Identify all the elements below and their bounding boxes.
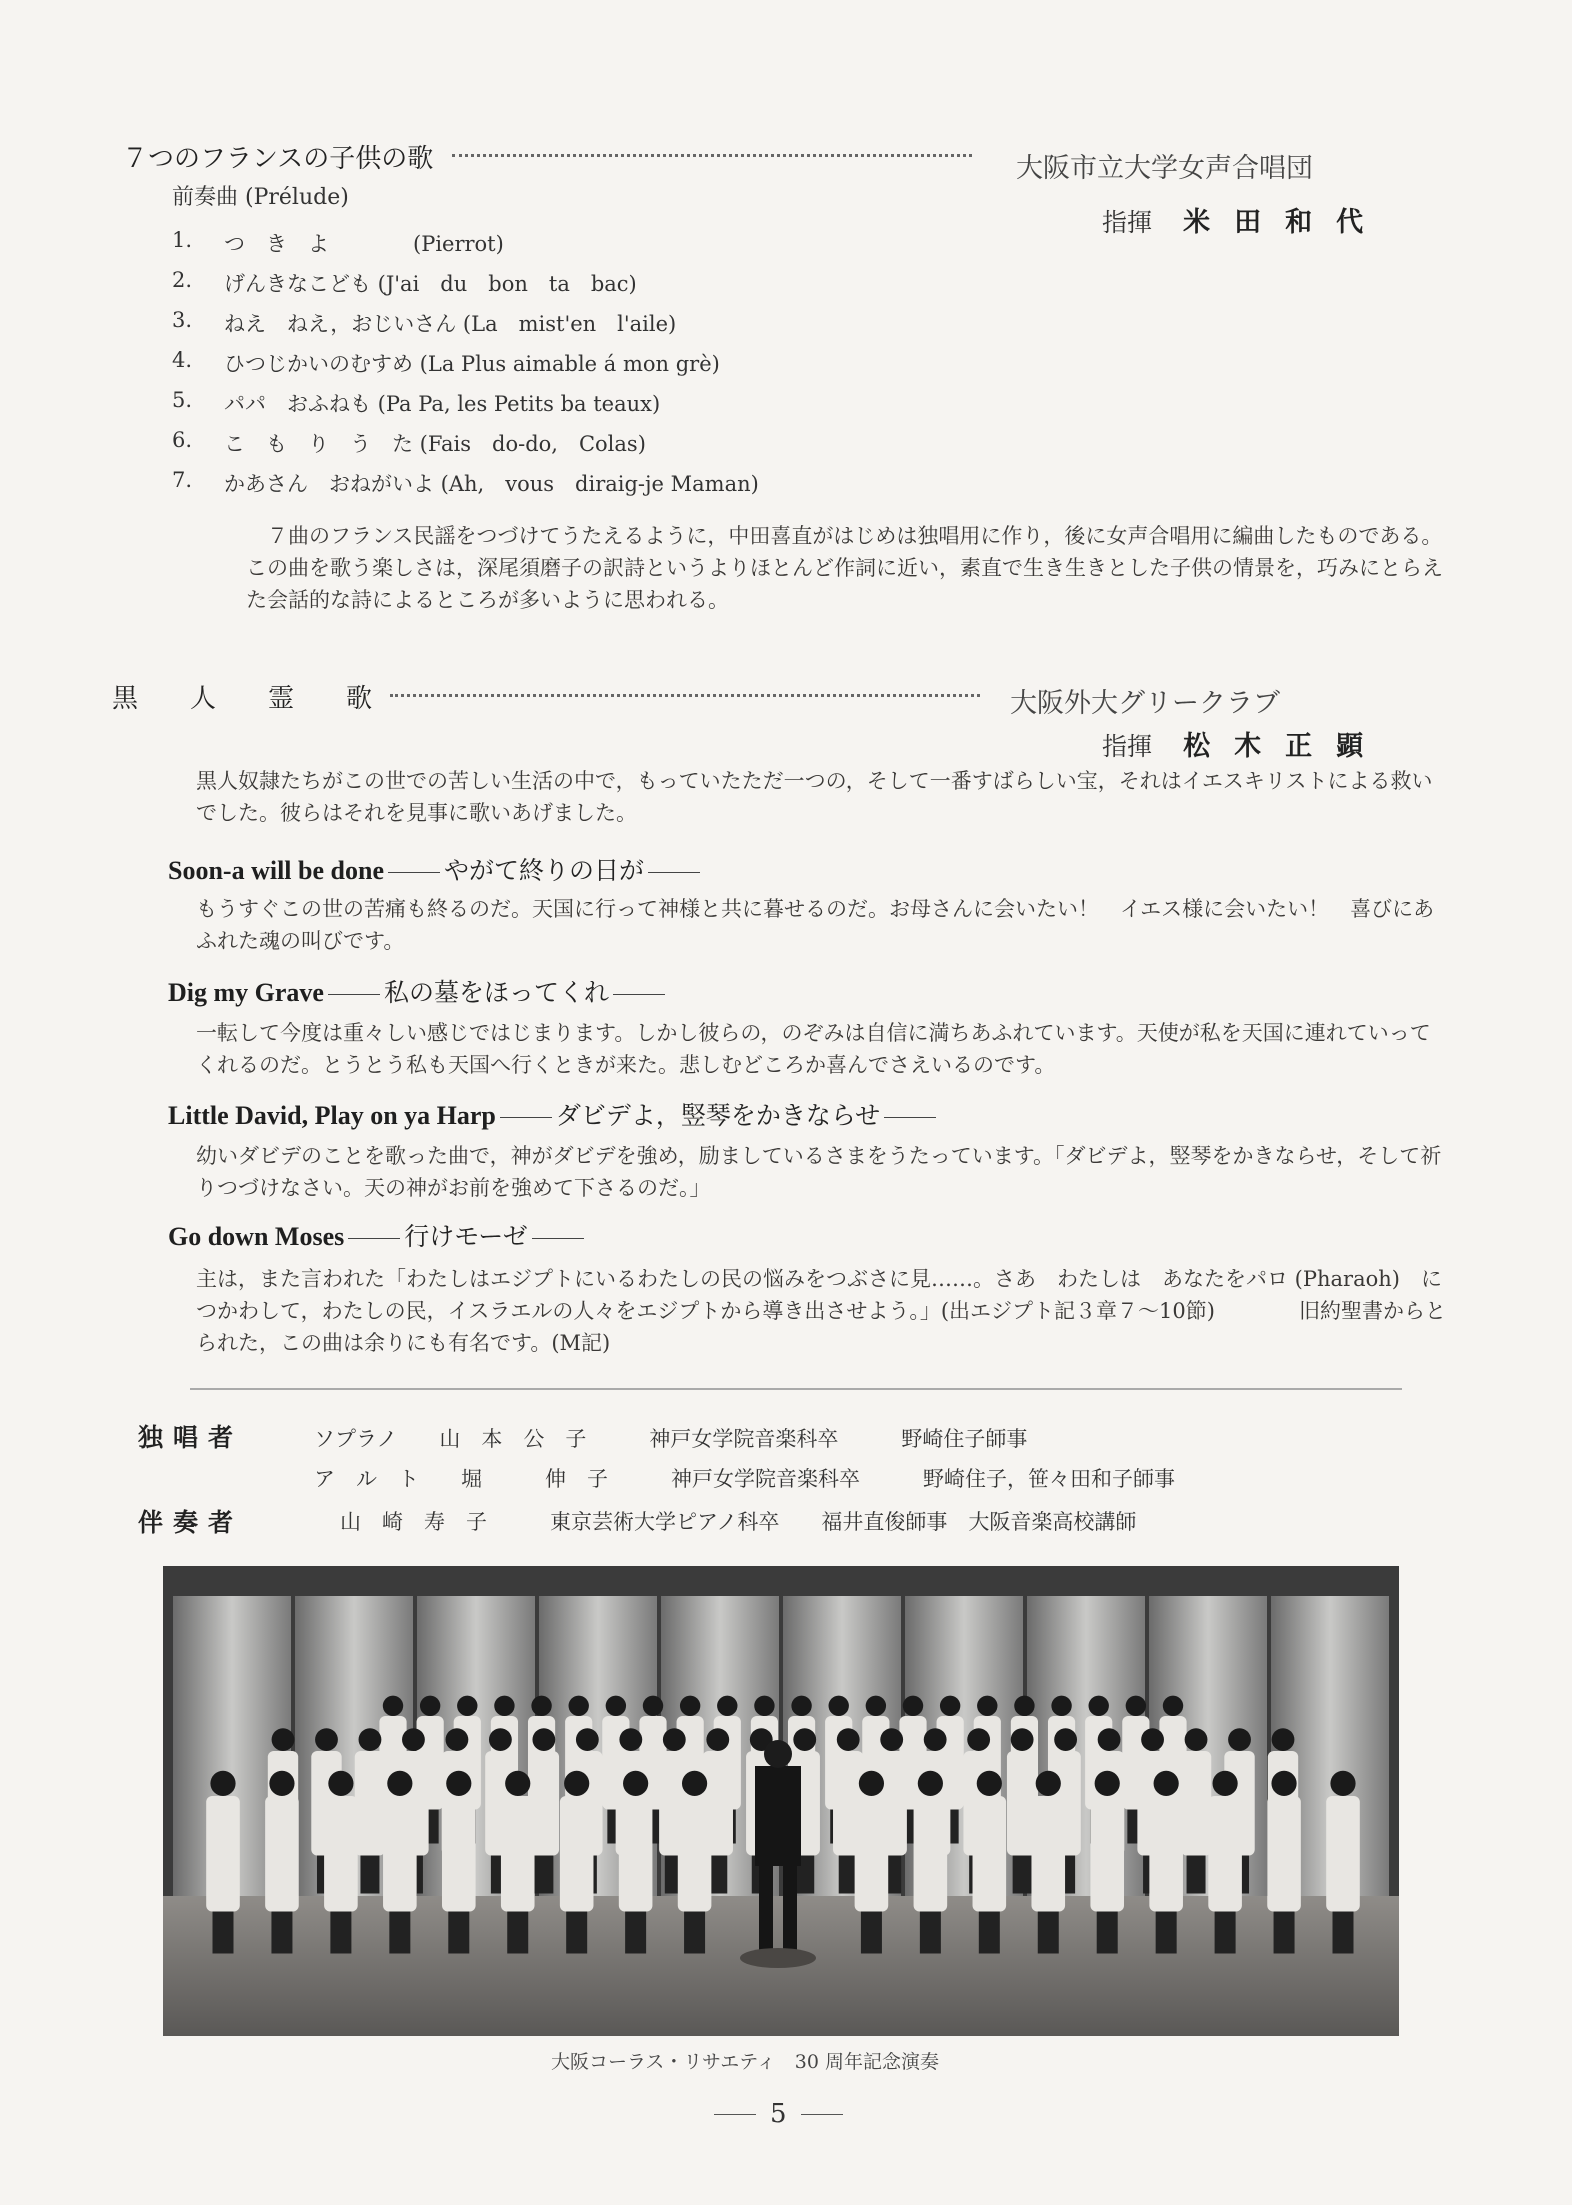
section1-song-list: [172, 228, 759, 508]
list-item: 3. ねえ ねえ，おじいさん (La mist'en l'aile): [172, 308, 677, 336]
section1-description: [246, 520, 1446, 616]
conductor-name: 松木正顕: [1183, 731, 1388, 762]
spiritual-title: Dig my Grave 私の墓をほってくれ: [168, 973, 669, 1009]
divider: [190, 1388, 1402, 1390]
description-paragraph: この曲を歌う楽しさは，深尾須磨子の訳詩というよりほとんど作詞に近い，素直で生き生きとした子供の情景を，巧みにとらえた会話的な詩によるところが多いように思われる。: [246, 556, 1443, 612]
soloist-line: ア ル ト 堀 伸 子 神戸女学院音楽科卒 野崎住子，笹々田和子師事: [314, 1467, 1175, 1491]
spiritual-description: 一転して今度は重々しい感じではじまります。しかし彼らの，のぞみは自信に満ちあふれています。天使が私を天国に連れていってくれるのだ。とうとう私も天国へ行くときが来た。悲しむどころか喜んでさえいるのです。: [196, 1021, 1431, 1077]
conductor-label: 指揮: [1102, 732, 1153, 761]
spiritual-title: Soon-a will be done やがて終りの日が: [168, 851, 704, 887]
section2-title: 黒 人 霊 歌: [112, 684, 373, 714]
list-item: 2. げんきなこども (J'ai du bon ta bac): [172, 268, 637, 296]
section2-performer: 大阪外大グリークラブ: [1010, 688, 1280, 719]
spiritual-description: もうすぐこの世の苦痛も終るのだ。天国に行って神様と共に暮せるのだ。お母さんに会いたい！ イエス様に会いたい！ 喜びにあふれた魂の叫びです。: [196, 897, 1435, 953]
section1-performer: 大阪市立大学女声合唱団: [1016, 153, 1313, 184]
list-item: 7. かあさん おねがいよ (Ah, vous diraig-je Maman): [172, 468, 759, 496]
section1-title-row: [122, 138, 982, 175]
accompanist-label: 伴奏者: [138, 1508, 244, 1537]
list-item: 4. ひつじかいのむすめ (La Plus aimable á mon grè): [172, 348, 720, 376]
leader-dots: [452, 154, 972, 157]
soloists-label: 独唱者: [138, 1423, 244, 1452]
section2-intro: 黒人奴隷たちがこの世での苦しい生活の中で，もっていたただ一つの，そして一番すばらしい宝，それはイエスキリストによる救いでした。彼らはそれを見事に歌いあげました。: [196, 769, 1433, 825]
accompanist-line: 山 崎 寿 子 東京芸術大学ピアノ科卒 福井直俊師事 大阪音楽高校講師: [340, 1510, 1137, 1534]
choir-photo-image: [163, 1566, 1399, 2036]
spiritual-description: 主は，また言われた「わたしはエジプトにいるわたしの民の悩みをつぶさに見……。さあ わたしは あなたをパロ (Pharaoh) につかわして，わたしの民，イスラエルの人々をエジプトから導き出させよう。」(出エジプト記３章７～10節) 旧約聖書からとられた，この曲は余りにも有名です。(M記): [196, 1267, 1446, 1355]
page-number: 5: [770, 2099, 787, 2129]
photo-caption: 大阪コーラス・リサエティ 30 周年記念演奏: [551, 2051, 939, 2073]
section2-conductor: [1102, 724, 1387, 763]
spiritual-description: 幼いダビデのことを歌った曲で，神がダビデを強め，励ましているさまをうたっています。「ダビデよ，竪琴をかきならせ，そして祈りつづけなさい。天の神がお前を強めて下さるのだ。」: [196, 1144, 1442, 1200]
section1-conductor: [1102, 200, 1387, 239]
conductor-label: 指揮: [1102, 208, 1153, 237]
list-item: 6. こ も り う た (Fais do-do, Colas): [172, 428, 646, 456]
spiritual-title: Little David, Play on ya Harp ダビデよ，竪琴をかきならせ: [168, 1096, 940, 1132]
section1-movement: 前奏曲 (Prélude): [172, 185, 349, 210]
choir-photo: [163, 1566, 1399, 2036]
list-item: 1. つ き よ (Pierrot): [172, 228, 504, 256]
list-item: 5. パパ おふねも (Pa Pa, les Petits ba teaux): [172, 388, 661, 416]
spiritual-title: Go down Moses 行けモーゼ: [168, 1217, 588, 1253]
section1-title: ７つのフランスの子供の歌: [122, 144, 434, 174]
section2-title-row: [112, 678, 990, 715]
conductor-name: 米田和代: [1183, 207, 1388, 238]
soloist-line: ソプラノ 山 本 公 子 神戸女学院音楽科卒 野崎住子師事: [314, 1427, 1028, 1451]
leader-dots: [390, 694, 980, 697]
page-number-row: [700, 2099, 857, 2129]
description-paragraph: ７曲のフランス民謡をつづけてうたえるように，中田喜直がはじめは独唱用に作り，後に女声合唱用に編曲したものである。: [267, 524, 1443, 548]
